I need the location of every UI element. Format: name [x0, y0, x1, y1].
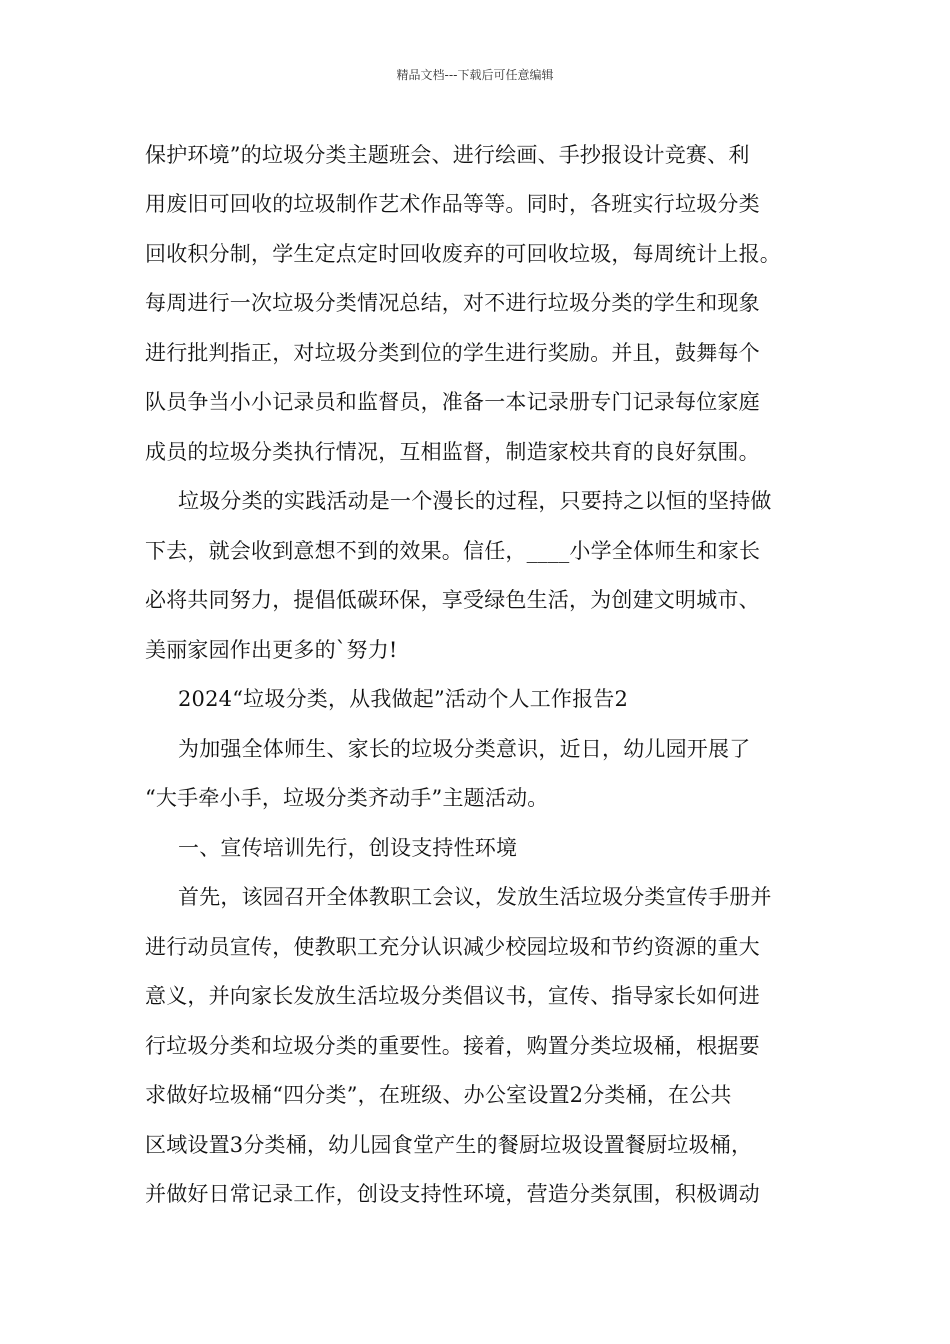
- paragraph-1-line-1: 保护环境”的垃圾分类主题班会、进行绘画、手抄报设计竞赛、利: [145, 143, 750, 167]
- paragraph-4-line-2: 进行动员宣传，使教职工充分认识减少校园垃圾和节约资源的重大: [145, 935, 760, 959]
- paragraph-4-line-3: 意义，并向家长发放生活垃圾分类倡议书，宣传、指导家长如何进: [145, 984, 760, 1008]
- paragraph-1-line-2: 用废旧可回收的垃圾制作艺术作品等等。同时，各班实行垃圾分类: [145, 192, 760, 216]
- section-heading-1: 一、宣传培训先行，创设支持性环境: [178, 836, 518, 860]
- page-header: 精品文档---下载后可任意编辑: [396, 68, 554, 82]
- paragraph-1-line-7: 成员的垃圾分类执行情况，互相监督，制造家校共育的良好氛围。: [145, 440, 760, 464]
- paragraph-4-line-5: 求做好垃圾桶“四分类”，在班级、办公室设置2分类桶，在公共: [145, 1083, 732, 1107]
- paragraph-3-line-2: “大手牵小手，垃圾分类齐动手”主题活动。: [145, 786, 549, 810]
- paragraph-1-line-4: 每周进行一次垃圾分类情况总结，对不进行垃圾分类的学生和现象: [145, 291, 760, 315]
- paragraph-2-line-4: 美丽家园作出更多的`努力!: [145, 638, 398, 662]
- paragraph-1-line-3: 回收积分制，学生定点定时回收废弃的可回收垃圾，每周统计上报。: [145, 242, 781, 266]
- paragraph-2-line-3: 必将共同努力，提倡低碳环保，享受绿色生活，为创建文明城市、: [145, 588, 760, 612]
- paragraph-4-line-1: 首先，该园召开全体教职工会议，发放生活垃圾分类宣传手册并: [178, 885, 772, 909]
- paragraph-2-line-2: 下去，就会收到意想不到的效果。信任，____小学全体师生和家长: [145, 539, 761, 563]
- paragraph-4-line-7: 并做好日常记录工作，创设支持性环境，营造分类氛围，积极调动: [145, 1182, 760, 1206]
- paragraph-3-line-1: 为加强全体师生、家长的垃圾分类意识，近日，幼儿园开展了: [178, 737, 751, 761]
- report-title: 2024“垃圾分类，从我做起”活动个人工作报告2: [178, 687, 629, 711]
- paragraph-4-line-6: 区域设置3分类桶，幼儿园食堂产生的餐厨垃圾设置餐厨垃圾桶，: [145, 1133, 753, 1157]
- paragraph-1-line-5: 进行批判指正，对垃圾分类到位的学生进行奖励。并且，鼓舞每个: [145, 341, 760, 365]
- paragraph-1-line-6: 队员争当小小记录员和监督员，准备一本记录册专门记录每位家庭: [145, 390, 760, 414]
- paragraph-2-line-1: 垃圾分类的实践活动是一个漫长的过程，只要持之以恒的坚持做: [178, 489, 772, 513]
- paragraph-4-line-4: 行垃圾分类和垃圾分类的重要性。接着，购置分类垃圾桶，根据要: [145, 1034, 760, 1058]
